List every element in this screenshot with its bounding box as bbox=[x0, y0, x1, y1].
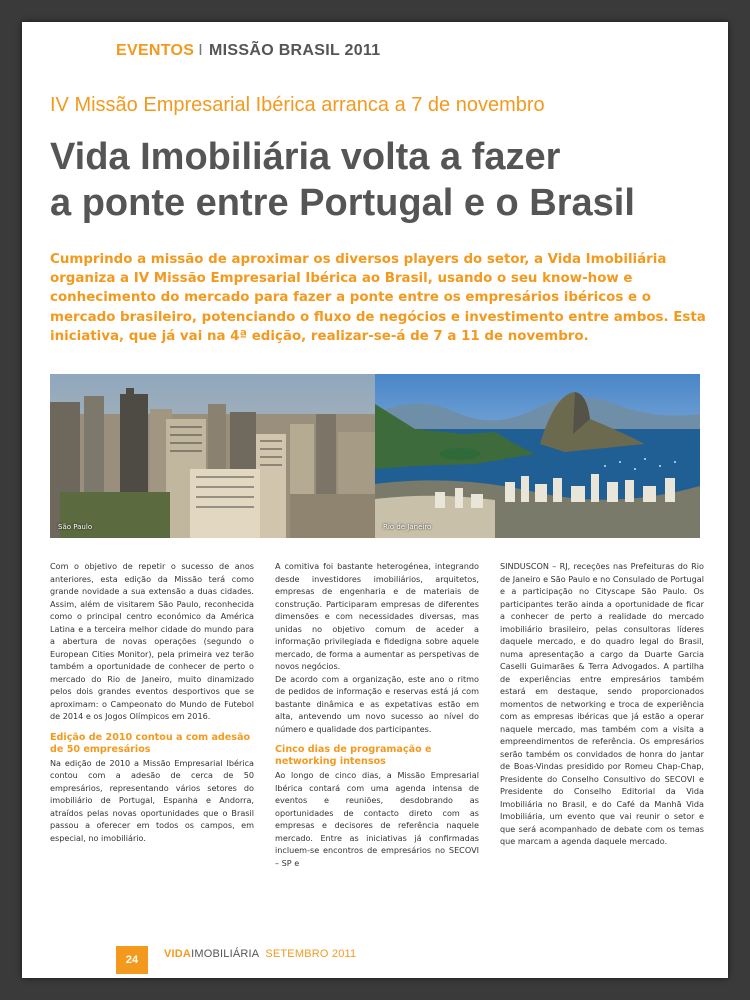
paragraph: Na edição de 2010 a Missão Empresarial Ibérica contou com a adesão de cerca de 50 empresários, representando vários setores do imobiliário de Portugal, Espanha e Andorra, atraídos pelas novas oportunidades que o Brasil passou a oferecer em todos os campos, em especial, no imobiliário. bbox=[50, 757, 254, 843]
headline-line-2: a ponte entre Portugal e o Brasil bbox=[50, 182, 635, 224]
paragraph: De acordo com a organização, este ano o ritmo de pedidos de informação e reservas está já com bastante dinâmica e as expetativas estão em alta, antevendo um novo sucesso ao nível do número e qualidade dos participantes. bbox=[275, 673, 479, 734]
section-header bbox=[116, 42, 380, 60]
page-footer bbox=[116, 942, 516, 974]
paragraph: Ao longo de cinco dias, a Missão Empresarial Ibérica contará com uma agenda intensa de eventos e reuniões, desdobrando as oportunidades de contacto direto com as empresas e decisores de referência naquele mercado. Entre as iniciativas já confirmadas incluem-se encontros de empresários no SECOVI – SP e bbox=[275, 770, 479, 868]
paragraph: Com o objetivo de repetir o sucesso de anos anteriores, esta edição da Missão terá como grande novidade a sua extensão a duas cidades. Assim, além de visitarem São Paulo, reconhecida como o principal centro económico da América Latina e a terceira melhor cidade do mundo para a abertura de novas operações (segundo o European Cities Monitor), pela primeira vez terão também a oportunidade de conhecer de perto o mercado do Rio de Janeiro, muito dinamizado pelos dois grandes eventos desportivos que se aproximam: o Campeonato do Mundo de Futebol de 2014 e os Jogos Olímpicos em 2016. bbox=[50, 561, 254, 721]
photo-sao-paulo bbox=[50, 374, 375, 538]
section-label: EVENTOS bbox=[116, 42, 195, 59]
photo-caption-sao-paulo: São Paulo bbox=[58, 523, 93, 531]
photo-rio-de-janeiro bbox=[375, 374, 700, 538]
rio-de-janeiro-bay-illustration bbox=[375, 374, 700, 538]
body-column-2 bbox=[275, 560, 479, 869]
subheading: Cinco dias de programação e networking intensos bbox=[275, 744, 432, 767]
section-separator: I bbox=[198, 42, 204, 59]
headline-line-1: Vida Imobiliária volta a fazer bbox=[50, 136, 561, 178]
subheading: Edição de 2010 contou a com adesão de 50 empresários bbox=[50, 731, 251, 755]
photo-strip bbox=[50, 374, 700, 538]
body-column-1 bbox=[50, 560, 254, 869]
brand-vida: VIDA bbox=[164, 948, 192, 960]
article-body bbox=[50, 560, 704, 869]
paragraph: A comitiva foi bastante heterogénea, integrando desde investidores imobiliários, arquitetos, empresas de engenharia e de materiais de construção. Participaram empresas de diferentes dimensões e com necessidades diversas, mas unidas no objetivo comum de aceder a informação privilegiada e fidedigna sobre aquele mercado, de forma a aumentar as perspetivas de novos negócios. bbox=[275, 561, 479, 671]
photo-caption-rio: Rio de Janeiro bbox=[383, 523, 432, 531]
magazine-brand bbox=[164, 948, 356, 960]
issue-date: SETEMBRO 2011 bbox=[265, 948, 357, 960]
article-subtitle: IV Missão Empresarial Ibérica arranca a 7 de novembro bbox=[50, 94, 545, 116]
brand-imobiliaria: IMOBILIÁRIA bbox=[191, 948, 260, 960]
article-lead: Cumprindo a missão de aproximar os diversos players do setor, a Vida Imobiliária organiza a IV Missão Empresarial Ibérica ao Brasil, usando o seu know-how e conhecimento do mercado para fazer a ponte entre os empresários ibéricos e o mercado brasileiro, potenciando o fluxo de negócios e investimento entre ambos. Esta iniciativa, que já vai na 4ª edição, realizar-se-á de 7 a 11 de novembro. bbox=[50, 252, 706, 344]
sao-paulo-skyline-illustration bbox=[50, 374, 375, 538]
article-headline bbox=[50, 134, 720, 226]
page-number: 24 bbox=[116, 946, 148, 974]
paragraph: SINDUSCON – RJ, receções nas Prefeituras do Rio de Janeiro e São Paulo e no Consulado de Portugal e a participação no Cityscape São Paulo. Os participantes terão ainda a oportunidade de ficar a conhecer de perto a realidade do mercado imobiliário brasileiro, pelas consultoras líderes daquele mercado, e do quadro legal do Brasil, numa apresentação a cargo da Duarte Garcia Caselli Guimarães & Terra Advogados. A partilha de experiências entre empresários também estará em destaque, sendo proporcionados momentos de networking e troca de experiência com as empresas ibéricas que já estão a operar naquele mercado, mas também com a visita a empreendimentos de referência. Os empresários serão também os convidados de honra do jantar de Boas-Vindas presidido por Romeu Chap-Chap, Presidente do Conselho Consultivo do SECOVI e Presidente do Conselho Editorial da Vida Imobiliária no Brasil, e do Café da Manhã Vida Imobiliária, um evento que vai reunir o setor e que será acompanhado de debate com os temas que marcam a agenda daquele mercado. bbox=[500, 561, 704, 846]
magazine-page bbox=[22, 22, 728, 978]
section-topic: MISSÃO BRASIL 2011 bbox=[209, 42, 381, 59]
body-column-3 bbox=[500, 560, 704, 869]
